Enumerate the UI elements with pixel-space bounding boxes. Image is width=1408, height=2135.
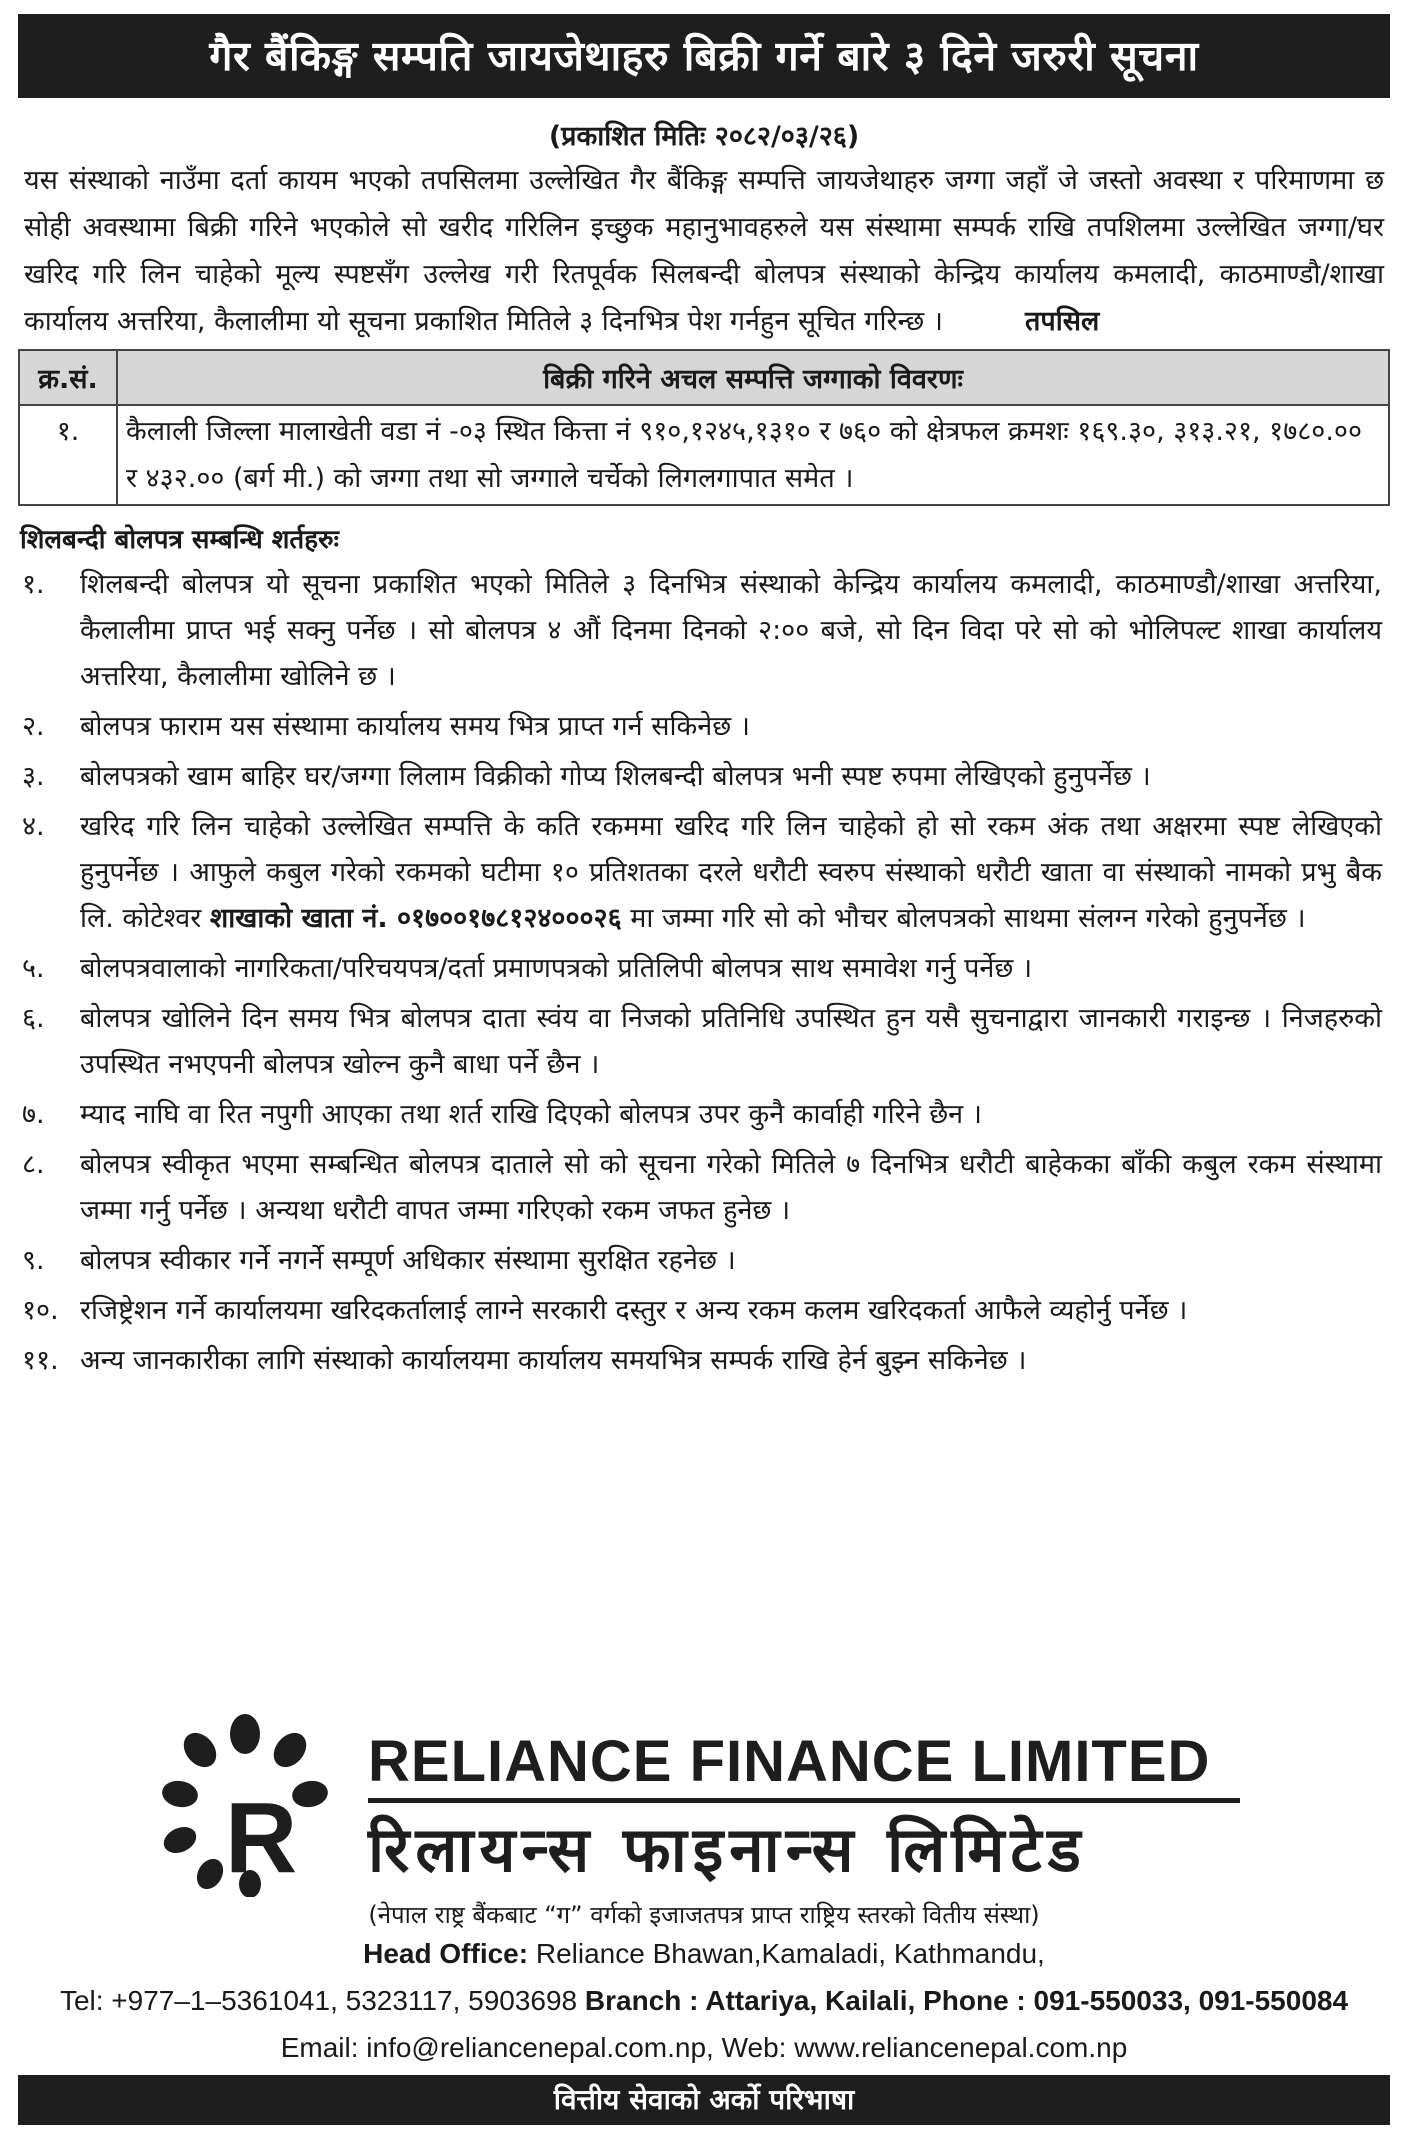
brand-name-english: RELIANCE FINANCE LIMITED bbox=[368, 1729, 1211, 1794]
item-text: शिलबन्दी बोलपत्र यो सूचना प्रकाशित भएको मितिले ३ दिनभित्र संस्थाको केन्द्रिय कार्यालय कमलादी, काठमाण्डौ/शाखा अत्तरिया, कैलालीमा प्राप्त भई सक्नु पर्नेछ । सो बोलपत्र ४ औं दिनमा दिनको २:०० बजे, सो दिन विदा परे सो को भोलिपल्ट शाखा कार्यालय अत्तरिया, कैलालीमा खोलिने छ । bbox=[80, 569, 1382, 692]
tel-numbers: Tel: +977–1–5361041, 5323117, 5903698 bbox=[59, 1985, 585, 2016]
item-text: बोलपत्रको खाम बाहिर घर/जग्गा लिलाम विक्रीको गोप्य शिलबन्दी बोलपत्र भनी स्पष्ट रुपमा लेखिएको हुनुपर्नेछ । bbox=[80, 761, 1151, 792]
item-text: बोलपत्रवालाको नागरिकता/परिचयपत्र/दर्ता प्रमाणपत्रको प्रतिलिपी बोलपत्र साथ समावेश गर्नु पर्नेछ । bbox=[80, 953, 1033, 984]
item-number: १. bbox=[22, 569, 45, 600]
svg-text:R: R bbox=[225, 1782, 298, 1894]
brand-block bbox=[150, 1712, 1260, 1897]
item-text: बोलपत्र स्वीकृत भएमा सम्बन्धित बोलपत्र दाताले सो को सूचना गरेको मितिले ७ दिनभित्र धरौटी बाहेकका बाँकी कबुल रकम संस्थामा जम्मा गर्नु पर्नेछ । अन्यथा धरौटी वापत जम्मा गरिएको रकम जफत हुनेछ । bbox=[80, 1149, 1382, 1226]
conditions-list bbox=[18, 562, 1390, 1384]
list-item bbox=[18, 804, 1390, 942]
item-text: बोलपत्र फाराम यस संस्थामा कार्यालय समय भित्र प्राप्त गर्न सकिनेछ । bbox=[80, 711, 750, 742]
account-number: शाखाको खाता नं. ०१७००१७८१२४०००२६ bbox=[209, 903, 622, 934]
list-item bbox=[18, 754, 1390, 800]
head-office-line bbox=[0, 1938, 1408, 1970]
list-item bbox=[18, 1238, 1390, 1284]
item-number: ११. bbox=[22, 1345, 59, 1376]
brand-divider bbox=[368, 1798, 1240, 1803]
list-item bbox=[18, 1092, 1390, 1138]
header-description: बिक्री गरिने अचल सम्पत्ति जग्गाको विवरणः bbox=[117, 350, 1389, 405]
item-number: ८. bbox=[22, 1149, 45, 1180]
property-table bbox=[18, 349, 1390, 506]
list-item bbox=[18, 946, 1390, 992]
item-number: ७. bbox=[22, 1099, 45, 1130]
tagline-bar: वित्तीय सेवाको अर्को परिभाषा bbox=[18, 2075, 1390, 2125]
list-item bbox=[18, 562, 1390, 700]
item-text: बोलपत्र खोलिने दिन समय भित्र बोलपत्र दाता स्वंय वा निजको प्रतिनिधि उपस्थित हुन यसै सुचनाद्वारा जानकारी गराइन्छ । निजहरुको उपस्थित नभएपनी बोलपत्र खोल्न कुनै बाधा पर्ने छैन । bbox=[80, 1003, 1382, 1080]
item-text: म्याद नाघि वा रित नपुगी आएका तथा शर्त राखि दिएको बोलपत्र उपर कुनै कार्वाही गरिने छैन । bbox=[80, 1099, 982, 1130]
license-note: (नेपाल राष्ट्र बैंकबाट “ग” वर्गको इजाजतपत्र प्राप्त राष्ट्रिय स्तरको वितीय संस्था) bbox=[368, 1901, 1040, 1929]
item-number: ३. bbox=[22, 761, 45, 792]
item-number: ६. bbox=[22, 1003, 45, 1034]
intro-paragraph bbox=[24, 157, 1384, 345]
table-row bbox=[19, 405, 1389, 505]
item-number: १०. bbox=[22, 1295, 59, 1326]
list-item bbox=[18, 996, 1390, 1088]
reliance-logo-icon bbox=[150, 1712, 340, 1897]
notice-title: गैर बैंकिङ्ग सम्पति जायजेथाहरु बिक्री गर्ने बारे ३ दिने जरुरी सूचना bbox=[18, 14, 1390, 98]
item-text: रजिष्ट्रेशन गर्ने कार्यालयमा खरिदकर्तालाई लाग्ने सरकारी दस्तुर र अन्य रकम कलम खरिदकर्ता आफैले व्यहोर्नु पर्नेछ । bbox=[80, 1295, 1188, 1326]
header-serial: क्र.सं. bbox=[19, 350, 117, 405]
head-office-address: Reliance Bhawan,Kamaladi, Kathmandu, bbox=[528, 1938, 1045, 1969]
email-web-line: Email: info@reliancenepal.com.np, Web: www.reliancenepal.com.np bbox=[280, 2032, 1128, 2063]
item-text: बोलपत्र स्वीकार गर्ने नगर्ने सम्पूर्ण अधिकार संस्थामा सुरक्षित रहनेछ । bbox=[80, 1245, 736, 1276]
item-number: ४. bbox=[22, 811, 45, 842]
list-item bbox=[18, 1288, 1390, 1334]
phone-line bbox=[0, 1985, 1408, 2017]
item-text: अन्य जानकारीका लागि संस्थाको कार्यालयमा कार्यालय समयभित्र सम्पर्क राखि हेर्न बुझ्न सकिनेछ । bbox=[80, 1345, 1027, 1376]
item-text-part: मा जम्मा गरि सो को भौचर बोलपत्रको साथमा संलग्न गरेको हुनुपर्नेछ । bbox=[621, 903, 1306, 934]
list-item bbox=[18, 1142, 1390, 1234]
conditions-heading: शिलबन्दी बोलपत्र सम्बन्धि शर्तहरुः bbox=[20, 525, 339, 555]
intro-text: यस संस्थाको नाउँमा दर्ता कायम भएको तपसिलमा उल्लेखित गैर बैंकिङ्ग सम्पत्ति जायजेथाहरु जग्गा जहाँ जे जस्तो अवस्था र परिमाणमा छ सोही अवस्थामा बिक्री गरिने भएकोले सो खरीद गरिलिन इच्छुक महानुभावहरुले यस संस्थामा सम्पर्क राखि तपशिलमा उल्लेखित जग्गा/घर खरिद गरि लिन चाहेको मूल्य स्पष्टसँग उल्लेख गरी रितपूर्वक सिलबन्दी बोलपत्र संस्थाको केन्द्रिय कार्यालय कमलादी, काठमाण्डौ/शाखा कार्यालय अत्तरिया, कैलालीमा यो सूचना प्रकाशित मितिले ३ दिनभित्र पेश गर्नहुन सूचित गरिन्छ । bbox=[24, 165, 1384, 337]
table-header-row bbox=[19, 350, 1389, 405]
head-office-label: Head Office: bbox=[363, 1938, 529, 1969]
row-serial: १. bbox=[19, 405, 117, 505]
item-text-part: खरिद गरि लिन चाहेको उल्लेखित सम्पत्ति के कति रकममा खरिद गरि लिन चाहेको हो सो रकम अंक तथा अक्षरमा स्पष्ट लेखिएको हुनुपर्नेछ । आफुले कबुल गरेको रकमको घटीमा १० प्रतिशतका दरले धरौटी स्वरुप संस्थाको धरौटी खाता वा संस्थाको नामको प्रभु बैक लि. कोटेश्वर bbox=[80, 811, 1382, 934]
brand-name-nepali: रिलायन्स फाइनान्स लिमिटेड bbox=[368, 1813, 1087, 1886]
item-number: ५. bbox=[22, 953, 45, 984]
row-description: कैलाली जिल्ला मालाखेती वडा नं -०३ स्थित कित्ता नं ९१०,१२४५,१३१० र ७६० को क्षेत्रफल क्रमशः १६९.३०, ३१३.२१, १७८०.०० र ४३२.०० (बर्ग मी.) को जग्गा तथा सो जग्गाले चर्चेको लिगलगापात समेत । bbox=[117, 405, 1389, 505]
list-item bbox=[18, 1338, 1390, 1384]
item-number: २. bbox=[22, 711, 45, 742]
branch-phone: Branch : Attariya, Kailali, Phone : 091-550033, 091-550084 bbox=[584, 1985, 1349, 2016]
item-text bbox=[80, 804, 1390, 942]
published-date: (प्रकाशित मितिः २०८२/०३/२६) bbox=[548, 121, 860, 152]
tapsil-label: तपसिल bbox=[1024, 306, 1100, 337]
item-number: ९. bbox=[22, 1245, 45, 1276]
list-item bbox=[18, 704, 1390, 750]
